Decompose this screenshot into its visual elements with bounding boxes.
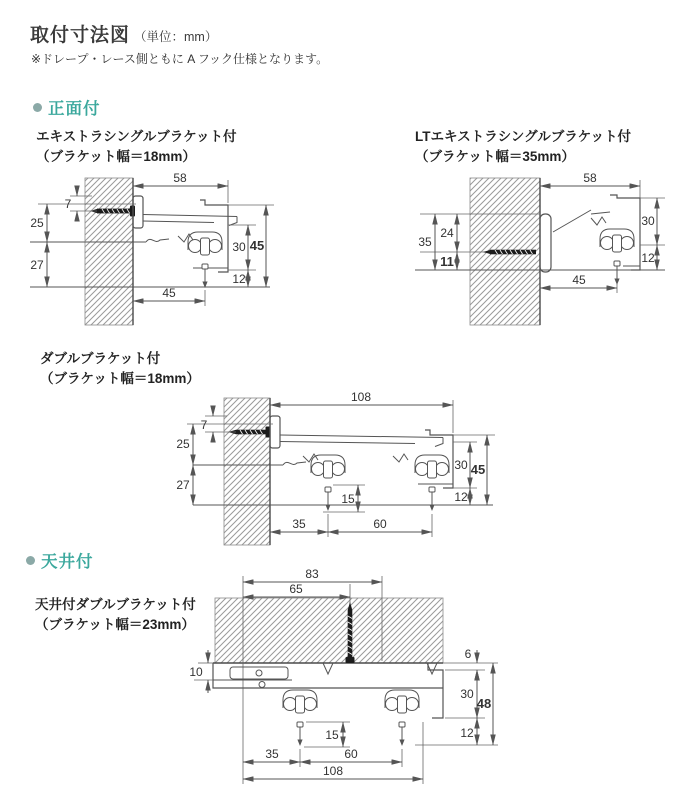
dim-hook-length: 15: [325, 728, 339, 742]
curtain-runner-icon: [600, 229, 634, 285]
bullet-icon: [26, 556, 35, 565]
dim-wall-to-hook: 45: [572, 273, 586, 287]
dim-rail-upper: 30: [460, 687, 474, 701]
diagram-front-single-title: [36, 127, 237, 166]
diagram-ceiling-double: [180, 567, 540, 791]
dim-rail-width: 108: [322, 764, 344, 778]
dim-above-screw: 24: [440, 226, 454, 240]
section-front-mount: [33, 95, 101, 119]
diagram-lt-single-title-line2: （ブラケット幅＝35mm）: [415, 148, 575, 164]
dim-recess: 10: [189, 665, 203, 679]
screw-icon: [483, 250, 536, 255]
bracket: [133, 196, 237, 228]
bracket: [540, 210, 591, 272]
curtain-runner-icon: [283, 690, 317, 746]
wall: [85, 178, 133, 325]
diagram-lt-single: [395, 170, 700, 330]
dim-wall-to-front-hook: 35: [292, 517, 306, 531]
section-ceiling-label: 天井付: [41, 553, 94, 571]
dim-rail-lower: 12: [454, 490, 468, 504]
dim-screw-offset: 7: [200, 418, 208, 432]
dim-bracket-span: 83: [305, 567, 319, 581]
ceiling: [213, 598, 443, 663]
diagram-front-double-title: [40, 349, 200, 388]
bracket: [270, 416, 443, 448]
dim-rail-span: 58: [583, 171, 597, 185]
wall: [224, 398, 270, 545]
dim-above-center: 25: [176, 437, 190, 451]
diagram-ceiling-double-title: [35, 595, 196, 634]
dim-rail-total: 45: [249, 238, 265, 253]
dim-edge-to-hook: 35: [265, 747, 279, 761]
dim-rail-lower: 12: [232, 272, 246, 286]
dim-wall-to-hook: 45: [162, 286, 176, 300]
page-title: [30, 20, 217, 47]
diagram-front-single-title-line1: エキストラシングルブラケット付: [36, 129, 237, 144]
dim-rail-lower: 12: [641, 251, 655, 265]
diagram-ceiling-double-title-line2: （ブラケット幅＝23mm）: [35, 616, 195, 632]
diagram-front-single-title-line2: （ブラケット幅＝18mm）: [36, 148, 196, 164]
diagram-front-double: [175, 390, 515, 550]
dim-hook-length: 15: [341, 492, 355, 506]
dim-rail-lower: 12: [460, 726, 474, 740]
dim-hook-spacing: 60: [373, 517, 387, 531]
dim-below-screw: 11: [440, 254, 454, 269]
curtain-runner-icon: [385, 690, 419, 746]
dim-below-center: 27: [176, 478, 190, 492]
diagram-front-double-title-line1: ダブルブラケット付: [40, 351, 161, 366]
dim-rail-upper: 30: [454, 458, 468, 472]
diagram-lt-single-title-line1: LTエキストラシングルブラケット付: [415, 129, 632, 144]
curtain-runner-icon: [311, 455, 345, 511]
dim-below-center: 27: [30, 258, 44, 272]
curtain-runner-icon: [415, 455, 449, 511]
bullet-icon: [33, 103, 42, 112]
rail: [303, 430, 453, 488]
dim-above-center: 25: [30, 216, 44, 230]
title-text: 取付寸法図: [30, 25, 131, 46]
dim-rail-span: 108: [350, 390, 372, 404]
dim-rail-total: 45: [470, 462, 486, 477]
dim-bracket-height: 35: [418, 235, 432, 249]
dim-rail-span: 58: [173, 171, 187, 185]
dim-screw-span: 65: [289, 582, 303, 596]
diagram-front-single: [18, 170, 328, 330]
diagram-lt-single-title: [415, 127, 631, 166]
dim-rail-total: 48: [476, 696, 492, 711]
diagram-front-double-title-line2: （ブラケット幅＝18mm）: [40, 370, 200, 386]
section-ceiling-mount: [26, 548, 94, 572]
dim-screw-offset: 7: [64, 197, 72, 211]
title-unit: （単位：mm）: [134, 30, 218, 44]
dim-hook-spacing: 60: [344, 747, 358, 761]
curtain-runner-icon: [188, 232, 222, 288]
dim-rail-upper: 30: [232, 240, 246, 254]
diagram-ceiling-double-title-line1: 天井付ダブルブラケット付: [35, 597, 196, 612]
section-front-label: 正面付: [48, 100, 101, 118]
dim-top-gap: 6: [464, 647, 472, 661]
dim-rail-upper: 30: [641, 214, 655, 228]
note-text: ※ドレープ・レース側ともに A フック仕様となります。: [31, 52, 329, 66]
